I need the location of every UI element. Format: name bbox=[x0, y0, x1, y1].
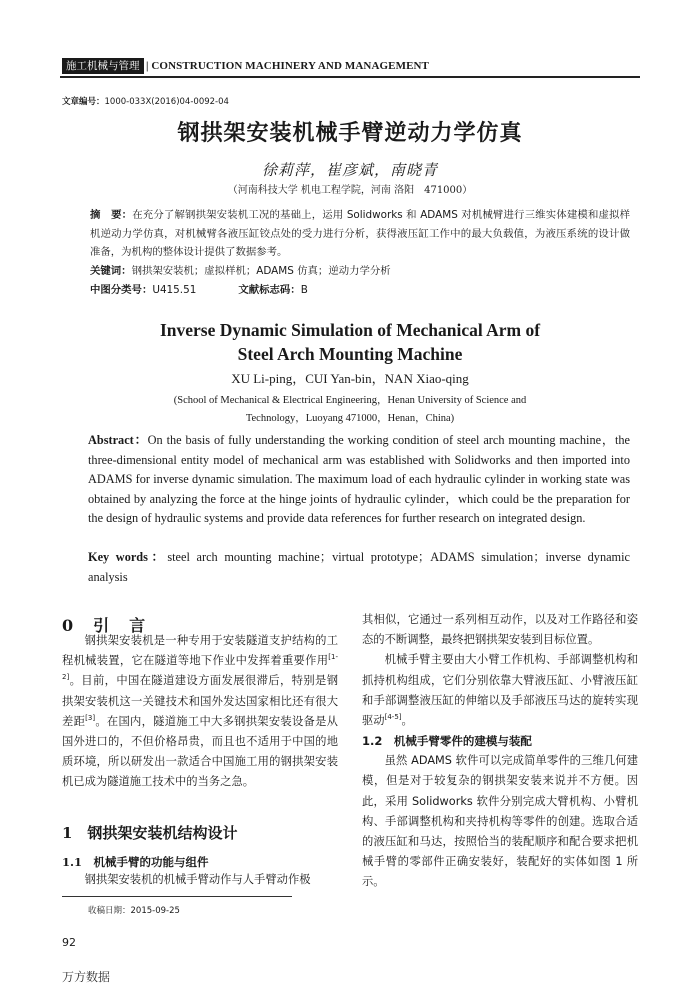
en-keywords-text: steel arch mounting machine；virtual prototype；ADAMS simulation；inverse dynamic analysis bbox=[88, 550, 630, 584]
cn-authors: 徐莉萍，崔彦斌，南晓青 bbox=[261, 161, 438, 179]
en-affil-line2: Technology，Luoyang 471000，Henan，China) bbox=[245, 413, 455, 424]
cn-abstract bbox=[90, 206, 630, 262]
en-title-line2: Steel Arch Mounting Machine bbox=[237, 344, 463, 364]
paragraph: 钢拱架安装机的机械手臂动作与人手臂动作极 bbox=[84, 873, 311, 886]
en-keywords bbox=[88, 548, 630, 587]
en-title bbox=[0, 318, 700, 366]
section-1-2-heading: 1.2 机械手臂零件的建模与装配 bbox=[362, 734, 532, 749]
cn-doc-label: 文献标志码： bbox=[238, 284, 301, 296]
page-number: 92 bbox=[62, 936, 76, 949]
section-1-1-body bbox=[62, 870, 338, 890]
en-affiliation bbox=[0, 392, 700, 428]
section-0-heading: 0 引 言 bbox=[62, 616, 148, 635]
journal-en-title: | CONSTRUCTION MACHINERY AND MANAGEMENT bbox=[146, 60, 429, 72]
footnote-rule bbox=[62, 896, 292, 897]
section-1-1-heading: 1.1 机械手臂的功能与组件 bbox=[62, 855, 209, 869]
en-abstract-label: Abstract： bbox=[88, 433, 148, 447]
cn-keywords-text: 钢拱架安装机；虚拟样机；ADAMS 仿真；逆动力学分析 bbox=[131, 265, 391, 277]
cn-abstract-label: 摘 要： bbox=[90, 209, 133, 221]
article-number bbox=[62, 96, 229, 108]
cn-classification bbox=[90, 281, 630, 300]
cn-class-value: U415.51 bbox=[152, 284, 197, 296]
text-run: 。 bbox=[401, 714, 413, 728]
paragraph bbox=[62, 631, 338, 793]
paragraph: 虽然 ADAMS 软件可以完成简单零件的三维几何建模，但是对于较复杂的钢拱架安装来说并不方便。因此，采用 Solidworks 软件分别完成大臂机构、小臂机构、手部调整机构和夹持机构等零件的创建。选取合适的液压缸和马达，按照恰当的装配顺序和配合要求把机械手臂的零部件正确安装好，装配好的实体如图 1 所示。 bbox=[362, 754, 638, 889]
cn-title: 钢拱架安装机械手臂逆动力学仿真 bbox=[177, 120, 523, 146]
received-date: 收稿日期：2015-09-25 bbox=[88, 906, 180, 916]
paragraph bbox=[362, 650, 638, 731]
citation: [3] bbox=[85, 714, 96, 723]
en-authors: XU Li-ping，CUI Yan-bin，NAN Xiao-qing bbox=[231, 371, 469, 386]
section-0-body bbox=[62, 631, 338, 793]
en-title-line1: Inverse Dynamic Simulation of Mechanical Arm of bbox=[159, 320, 541, 340]
cn-class-label: 中图分类号： bbox=[90, 284, 153, 296]
section-1-heading: 1 钢拱架安装机结构设计 bbox=[62, 824, 238, 842]
citation: [4-5] bbox=[384, 713, 402, 722]
en-keywords-label: Key words： bbox=[88, 550, 168, 564]
article-no-value: 1000-033X(2016)04-0092-04 bbox=[104, 97, 229, 107]
text-run: 机械手臂主要由大小臂工作机构、手部调整机构和抓持机构组成，它们分别依靠大臂液压缸、小臂液压缸和手部调整液压缸的伸缩以及手部液压马达的旋转实现驱动 bbox=[362, 653, 638, 728]
cn-doc-value: B bbox=[300, 284, 308, 296]
text-run: 。在国内，隧道施工中大多钢拱架安装设备是从国外进口的，不但价格昂贵，而且也不适用于中国的地质环境，所以研发出一款适合中国施工用的钢拱架安装机已成为隧道施工技术中的当务之急。 bbox=[62, 714, 338, 789]
en-abstract bbox=[88, 431, 630, 529]
citation: [1-2] bbox=[62, 653, 338, 682]
article-no-label: 文章编号： bbox=[62, 97, 105, 107]
right-column bbox=[362, 610, 638, 893]
journal-cn-badge: 施工机械与管理 bbox=[62, 58, 144, 74]
cn-abstract-text: 在充分了解钢拱架安装机工况的基础上，运用 Solidworks 和 ADAMS 对机械臂进行三维实体建模和虚拟样机逆动力学仿真，对机械臂各液压缸铰点处的受力进行分析，获得液压缸工作中的最大负载值，为液压系统的设计做准备，为机构的整体设计提供了数据参考。 bbox=[90, 209, 631, 258]
cn-keywords-label: 关键词： bbox=[90, 265, 132, 277]
watermark-text: 万方数据 bbox=[62, 970, 111, 984]
cn-keywords bbox=[90, 262, 630, 281]
header-rule bbox=[60, 76, 640, 78]
cn-affiliation: （河南科技大学 机电工程学院，河南 洛阳 471000） bbox=[227, 185, 473, 196]
text-run: 。目前，中国在隧道建设方面发展很滞后，特别是钢拱架安装机这一关键技术和国外发达国家相比还有很大差距 bbox=[62, 674, 338, 728]
en-affil-line1: (School of Mechanical & Electrical Engineering，Henan University of Science and bbox=[173, 395, 527, 406]
paragraph: 其相似，它通过一系列相互动作，以及对工作路径和姿态的不断调整，最终把钢拱架安装到目标位置。 bbox=[362, 613, 638, 647]
en-abstract-text: On the basis of fully understanding the working condition of steel arch mounting machine，the three-dimensional entity model of mechanical arm was established with Solidworks and then imported into ADAMS for inverse dynamic simulation. The maximum load of each hydraulic cylinder in working state was obtained by analyzing the force at the hinge joints of hydraulic cylinder，which could be the preparation for the design of hydraulic systems and provide data references for further research on integrated design. bbox=[88, 433, 630, 526]
text-run: 钢拱架安装机是一种专用于安装隧道支护结构的工程机械装置，它在隧道等地下作业中发挥着重要作用 bbox=[62, 634, 338, 668]
